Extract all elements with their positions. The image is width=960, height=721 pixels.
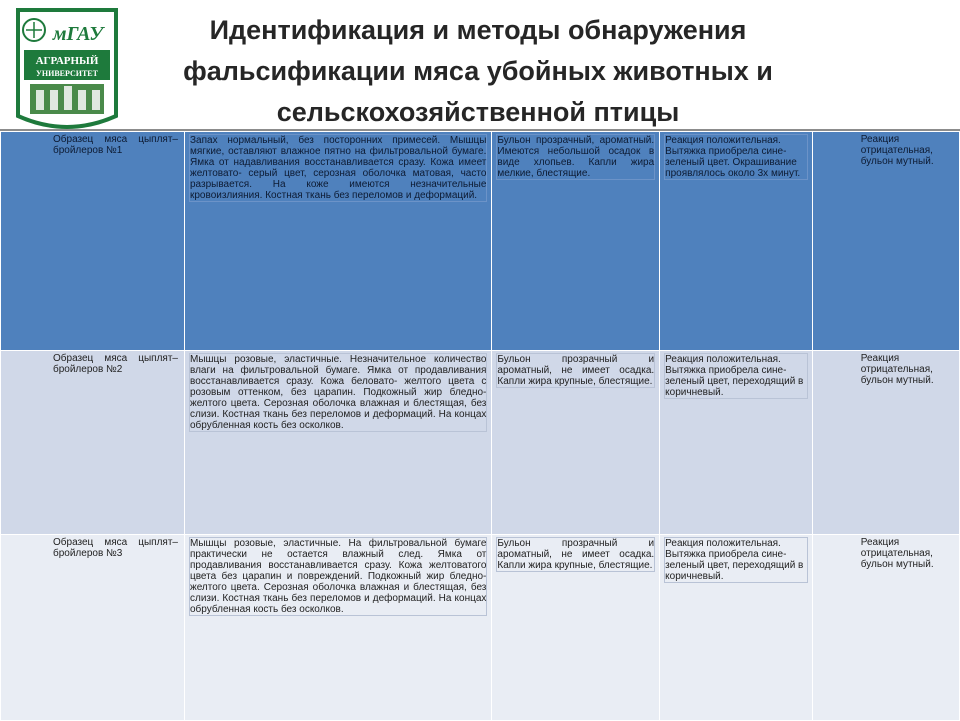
logo-line-2: УНИВЕРСИТЕТ xyxy=(36,69,98,78)
reaction1-text: Реакция положительная. Вытяжка приобрела сине-зеленый цвет, переходящий в коричневый. xyxy=(665,354,804,398)
reaction2-text: Реакция отрицательная, бульон мутный. xyxy=(860,537,934,570)
organoleptic-text: Мышцы розовые, эластичные. Незначительное количество влаги на фильтровальной бумаге. Ямка от продавливания восстанавливается сразу. Кожа беловато- желтого цвета с розовым оттенком, без царапин. Подкожный жир бледно- желтого цвета. Серозная оболочка влажная и блестящая, без слизи. Костная ткань без переломов и деформаций. На концах обрубленная кость без осколков. xyxy=(190,354,487,431)
page-title xyxy=(128,10,828,133)
title-line-1: Идентификация и методы обнаружения xyxy=(209,15,747,45)
reaction1-cell xyxy=(660,132,813,351)
reaction2-cell xyxy=(812,535,959,721)
university-logo xyxy=(10,6,124,136)
reaction2-cell xyxy=(812,132,959,351)
reaction1-cell xyxy=(660,351,813,535)
broth-cell xyxy=(492,132,660,351)
title-line-2: фальсификации мяса убойных животных и xyxy=(183,56,773,86)
sample-name: Образец мяса цыплят–бройлеров №3 xyxy=(53,537,178,559)
organoleptic-cell xyxy=(185,351,492,535)
reaction2-text: Реакция отрицательная, бульон мутный. xyxy=(860,134,934,167)
title-line-3: сельскохозяйственной птицы xyxy=(276,97,680,127)
table-row xyxy=(1,535,960,721)
organoleptic-cell xyxy=(185,132,492,351)
organoleptic-cell xyxy=(185,535,492,721)
sample-cell xyxy=(1,535,185,721)
broth-text: Бульон прозрачный и ароматный, не имеет осадка. Капли жира крупные, блестящие. xyxy=(497,354,655,387)
reaction2-cell xyxy=(812,351,959,535)
logo-line-1: АГРАРНЫЙ xyxy=(35,55,99,67)
logo-abbrev: мГАУ xyxy=(52,23,104,45)
sample-name: Образец мяса цыплят–бройлеров №1 xyxy=(53,134,178,156)
table-row xyxy=(1,132,960,351)
reaction1-text: Реакция положительная. Вытяжка приобрела сине-зеленый цвет. Окрашивание проявлялось около 3х минут. xyxy=(665,135,801,179)
reaction1-text: Реакция положительная. Вытяжка приобрела сине-зеленый цвет, переходящий в коричневый. xyxy=(665,538,804,582)
broth-text: Бульон прозрачный и ароматный, не имеет осадка. Капли жира крупные, блестящие. xyxy=(497,538,655,571)
broth-text: Бульон прозрачный, ароматный. Имеются небольшой осадок в виде хлопьев. Капли жира мелкие, блестящие. xyxy=(497,135,655,179)
sample-cell xyxy=(1,351,185,535)
reaction1-cell xyxy=(660,535,813,721)
sample-cell xyxy=(1,132,185,351)
logo-emblem xyxy=(10,6,124,136)
table-row xyxy=(1,351,960,535)
organoleptic-text: Мышцы розовые, эластичные. На фильтровальной бумаге практически не остается влажный след. Ямка от продавливания восстанавливается сразу. Кожа желтоватого цвета без царапин и повреждений. Подкожный жир бледно-желтого цвета. Серозная оболочка влажная и блестящая, без слизи. Костная ткань без переломов и деформаций. На концах обрубленная кость без осколков. xyxy=(190,538,487,615)
broth-cell xyxy=(492,535,660,721)
broth-cell xyxy=(492,351,660,535)
organoleptic-text: Запах нормальный, без посторонних примесей. Мышцы мягкие, оставляют влажное пятно на фильтровальной бумаге. Ямка от надавливания восстанавливается сразу. Кожа имеет желтовато- серый цвет, серозная оболочка матовая, часто разрывается. На коже имеются незначительные кровоизлияния. Костная ткань без переломов и деформаций. xyxy=(190,135,487,201)
reaction2-text: Реакция отрицательная, бульон мутный. xyxy=(860,353,934,386)
sample-name: Образец мяса цыплят–бройлеров №2 xyxy=(53,353,178,375)
results-table xyxy=(0,131,960,721)
